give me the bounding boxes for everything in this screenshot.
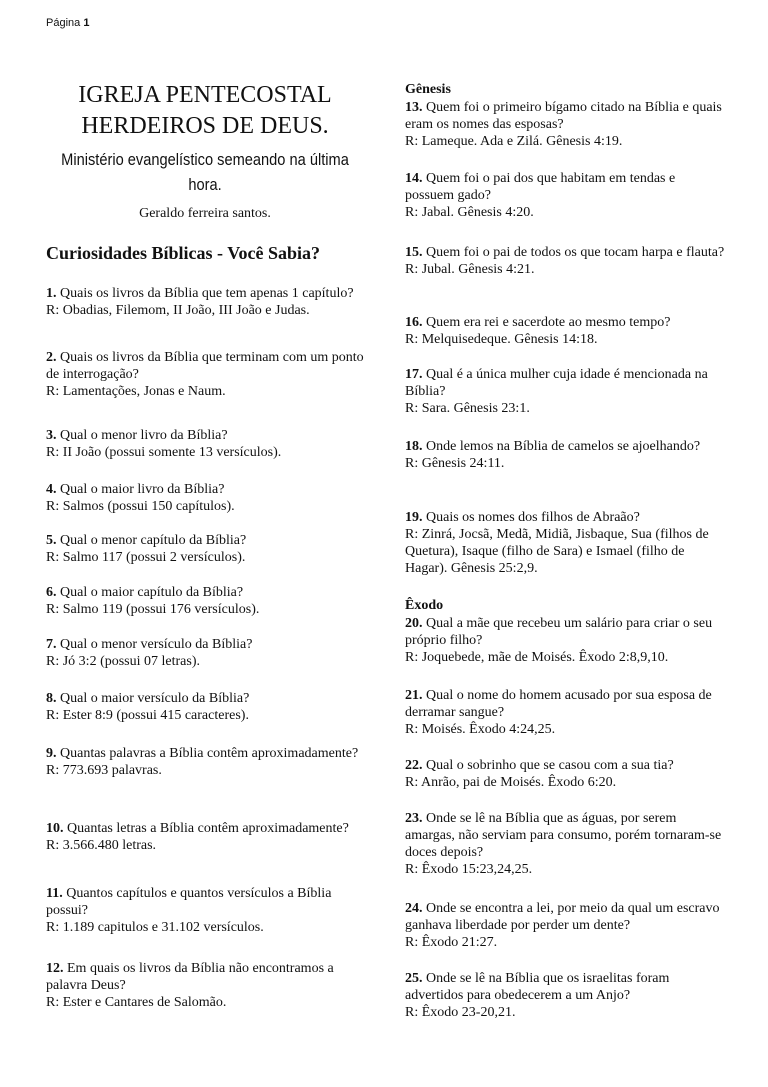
church-title bbox=[40, 80, 370, 142]
question-number: 25. bbox=[405, 971, 423, 986]
answer-text: R: 773.693 palavras. bbox=[46, 763, 162, 778]
question-text: Onde se encontra a lei, por meio da qual um escravo ganhava liberdade por perder um dente? bbox=[405, 901, 720, 933]
answer-text: R: Joquebede, mãe de Moisés. Êxodo 2:8,9,10. bbox=[405, 650, 669, 665]
question-item bbox=[46, 427, 368, 461]
section-exodo: Êxodo bbox=[405, 598, 444, 613]
answer-text: R: Moisés. Êxodo 4:24,25. bbox=[405, 722, 556, 737]
question-text: Qual o nome do homem acusado por sua esposa de derramar sangue? bbox=[405, 688, 712, 720]
question-text: Quantas palavras a Bíblia contêm aproximadamente? bbox=[60, 746, 359, 761]
question-number: 2. bbox=[46, 350, 57, 365]
question-item bbox=[405, 757, 727, 791]
title-line-1: IGREJA PENTECOSTAL bbox=[78, 82, 332, 108]
question-number: 14. bbox=[405, 171, 423, 186]
answer-text: R: 1.189 capitulos e 31.102 versículos. bbox=[46, 920, 264, 935]
question-item bbox=[46, 960, 368, 1011]
question-text: Qual o maior capítulo da Bíblia? bbox=[60, 585, 244, 600]
question-item bbox=[46, 532, 368, 566]
answer-text: R: Salmo 117 (possui 2 versículos). bbox=[46, 550, 246, 565]
answer-text: R: Zinrá, Jocsã, Medã, Midiã, Jisbaque, Sua (filhos de Quetura), Isaque (filho de Sara) e Ismael (filho de Hagar). Gênesis 25:2,9. bbox=[405, 527, 709, 576]
question-number: 13. bbox=[405, 100, 423, 115]
answer-text: R: Êxodo 15:23,24,25. bbox=[405, 862, 533, 877]
question-number: 16. bbox=[405, 315, 423, 330]
question-item bbox=[46, 745, 368, 779]
question-item bbox=[46, 885, 368, 936]
question-text: Onde lemos na Bíblia de camelos se ajoelhando? bbox=[426, 439, 701, 454]
title-line-2: HERDEIROS DE DEUS. bbox=[81, 113, 329, 139]
question-item bbox=[405, 170, 727, 221]
question-number: 3. bbox=[46, 428, 57, 443]
question-item bbox=[46, 481, 368, 515]
answer-text: R: Lamentações, Jonas e Naum. bbox=[46, 384, 226, 399]
question-item bbox=[46, 584, 368, 618]
answer-text: R: Obadias, Filemom, II João, III João e Judas. bbox=[46, 303, 310, 318]
answer-text: R: Gênesis 24:11. bbox=[405, 456, 505, 471]
question-text: Quem foi o pai dos que habitam em tendas e possuem gado? bbox=[405, 171, 676, 203]
author: Geraldo ferreira santos. bbox=[139, 206, 271, 221]
question-text: Em quais os livros da Bíblia não encontramos a palavra Deus? bbox=[46, 961, 334, 993]
question-number: 17. bbox=[405, 367, 423, 382]
page-number-value: 1 bbox=[83, 17, 90, 29]
question-text: Quem foi o primeiro bígamo citado na Bíblia e quais eram os nomes das esposas? bbox=[405, 100, 722, 132]
question-text: Quem foi o pai de todos os que tocam harpa e flauta? bbox=[426, 245, 725, 260]
question-number: 5. bbox=[46, 533, 57, 548]
section-genesis: Gênesis bbox=[405, 82, 451, 97]
question-number: 8. bbox=[46, 691, 57, 706]
answer-text: R: Salmos (possui 150 capítulos). bbox=[46, 499, 235, 514]
question-text: Onde se lê na Bíblia que os israelitas foram advertidos para obedecerem a um Anjo? bbox=[405, 971, 670, 1003]
question-text: Onde se lê na Bíblia que as águas, por serem amargas, não serviam para consumo, porém tornaram-se doces depois? bbox=[405, 811, 722, 860]
question-text: Quais os nomes dos filhos de Abraão? bbox=[426, 510, 640, 525]
answer-text: R: Ester e Cantares de Salomão. bbox=[46, 995, 227, 1010]
answer-text: R: Salmo 119 (possui 176 versículos). bbox=[46, 602, 260, 617]
page-number bbox=[46, 17, 89, 29]
question-number: 7. bbox=[46, 637, 57, 652]
answer-text: R: Êxodo 21:27. bbox=[405, 935, 498, 950]
question-number: 23. bbox=[405, 811, 423, 826]
question-item bbox=[405, 366, 727, 417]
question-item bbox=[46, 349, 368, 400]
answer-text: R: Lameque. Ada e Zilá. Gênesis 4:19. bbox=[405, 134, 623, 149]
question-item bbox=[46, 820, 368, 854]
question-text: Quantos capítulos e quantos versículos a Bíblia possui? bbox=[46, 886, 332, 918]
section-heading: Curiosidades Bíblicas - Você Sabia? bbox=[46, 243, 321, 263]
answer-text: R: Anrão, pai de Moisés. Êxodo 6:20. bbox=[405, 775, 617, 790]
question-item bbox=[46, 690, 368, 724]
question-text: Quais os livros da Bíblia que terminam com um ponto de interrogação? bbox=[46, 350, 364, 382]
question-number: 6. bbox=[46, 585, 57, 600]
question-text: Quais os livros da Bíblia que tem apenas 1 capítulo? bbox=[60, 286, 354, 301]
question-item bbox=[405, 244, 727, 278]
question-number: 20. bbox=[405, 616, 423, 631]
question-text: Qual o menor capítulo da Bíblia? bbox=[60, 533, 247, 548]
question-item bbox=[405, 438, 727, 472]
question-item bbox=[405, 615, 727, 666]
answer-text: R: Sara. Gênesis 23:1. bbox=[405, 401, 530, 416]
question-number: 11. bbox=[46, 886, 63, 901]
answer-text: R: Ester 8:9 (possui 415 caracteres). bbox=[46, 708, 249, 723]
question-text: Qual o menor versículo da Bíblia? bbox=[60, 637, 253, 652]
question-item bbox=[46, 636, 368, 670]
answer-text: R: II João (possui somente 13 versículos). bbox=[46, 445, 282, 460]
question-text: Qual o maior versículo da Bíblia? bbox=[60, 691, 250, 706]
question-number: 12. bbox=[46, 961, 64, 976]
answer-text: R: Jabal. Gênesis 4:20. bbox=[405, 205, 534, 220]
question-number: 1. bbox=[46, 286, 57, 301]
question-text: Qual é a única mulher cuja idade é mencionada na Bíblia? bbox=[405, 367, 708, 399]
question-item bbox=[405, 687, 727, 738]
question-number: 15. bbox=[405, 245, 423, 260]
question-item bbox=[46, 285, 368, 319]
answer-text: R: Melquisedeque. Gênesis 14:18. bbox=[405, 332, 598, 347]
answer-text: R: Êxodo 23-20,21. bbox=[405, 1005, 516, 1020]
question-text: Qual o menor livro da Bíblia? bbox=[60, 428, 228, 443]
question-item bbox=[405, 314, 727, 348]
answer-text: R: Jubal. Gênesis 4:21. bbox=[405, 262, 535, 277]
question-text: Quem era rei e sacerdote ao mesmo tempo? bbox=[426, 315, 671, 330]
question-number: 19. bbox=[405, 510, 423, 525]
page-label: Página bbox=[46, 17, 81, 29]
question-number: 10. bbox=[46, 821, 64, 836]
answer-text: R: Jó 3:2 (possui 07 letras). bbox=[46, 654, 200, 669]
question-item bbox=[405, 99, 727, 150]
question-number: 9. bbox=[46, 746, 57, 761]
question-text: Qual o sobrinho que se casou com a sua tia? bbox=[426, 758, 674, 773]
question-number: 22. bbox=[405, 758, 423, 773]
question-number: 21. bbox=[405, 688, 423, 703]
question-item bbox=[405, 900, 727, 951]
question-number: 18. bbox=[405, 439, 423, 454]
question-number: 4. bbox=[46, 482, 57, 497]
question-item bbox=[405, 509, 727, 577]
question-text: Qual o maior livro da Bíblia? bbox=[60, 482, 225, 497]
question-number: 24. bbox=[405, 901, 423, 916]
question-item bbox=[405, 970, 727, 1021]
question-item bbox=[405, 810, 727, 878]
subtitle: Ministério evangelístico semeando na última hora. bbox=[61, 150, 349, 194]
answer-text: R: 3.566.480 letras. bbox=[46, 838, 157, 853]
question-text: Qual a mãe que recebeu um salário para criar o seu próprio filho? bbox=[405, 616, 713, 648]
question-text: Quantas letras a Bíblia contêm aproximadamente? bbox=[67, 821, 349, 836]
